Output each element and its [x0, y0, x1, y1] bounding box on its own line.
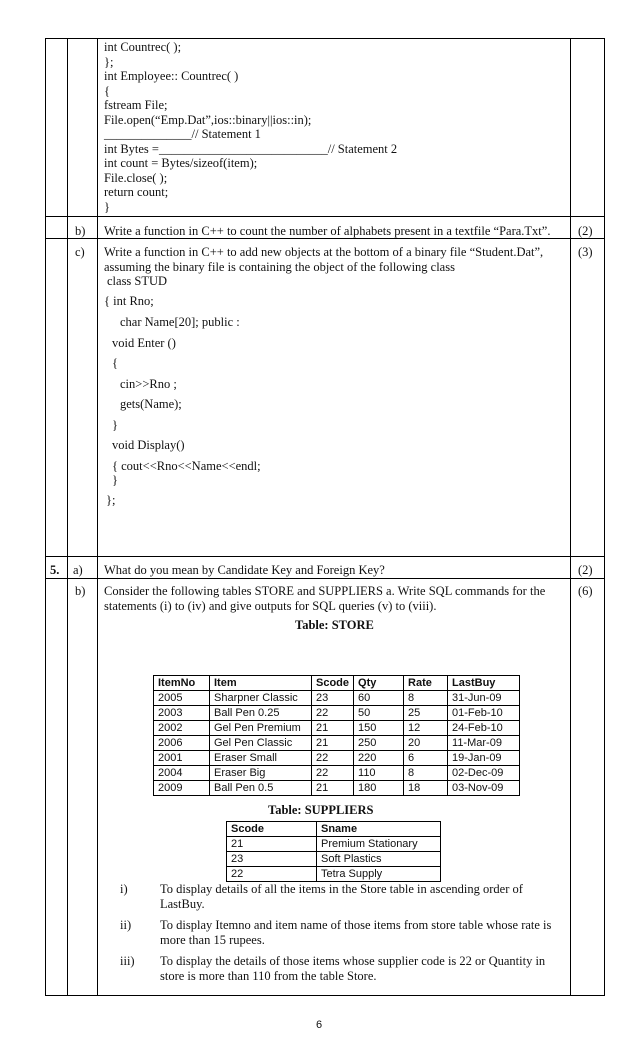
grid-line	[604, 38, 605, 996]
table-cell: 110	[354, 766, 404, 781]
table-cell: 2001	[154, 751, 210, 766]
row-c-marks: (3)	[578, 245, 593, 259]
code-line: gets(Name);	[120, 397, 182, 411]
code-line: }	[112, 473, 118, 487]
column-header: Rate	[404, 676, 448, 691]
table-cell: Premium Stationary	[317, 837, 441, 852]
table-cell: Eraser Big	[210, 766, 312, 781]
table-cell: Ball Pen 0.25	[210, 706, 312, 721]
table-cell: 250	[354, 736, 404, 751]
grid-line	[45, 995, 605, 996]
table-row	[154, 751, 520, 766]
table-cell: 60	[354, 691, 404, 706]
table-cell: 31-Jun-09	[448, 691, 520, 706]
code-line: { int Rno;	[104, 294, 154, 308]
column-header: Scode	[227, 822, 317, 837]
table-cell: 6	[404, 751, 448, 766]
question-number: iii)	[120, 954, 135, 968]
column-header: ItemNo	[154, 676, 210, 691]
table-cell: 21	[312, 781, 354, 796]
question-text-line2: LastBuy.	[160, 897, 205, 911]
table-cell: 25	[404, 706, 448, 721]
table-cell: 50	[354, 706, 404, 721]
table-cell: 24-Feb-10	[448, 721, 520, 736]
table-row	[154, 781, 520, 796]
grid-line	[45, 578, 605, 579]
code-line: File.open(“Emp.Dat”,ios::binary||ios::in);	[104, 112, 312, 127]
table-cell: 2002	[154, 721, 210, 736]
table-cell: 19-Jan-09	[448, 751, 520, 766]
column-header: Qty	[354, 676, 404, 691]
code-line: fstream File;	[104, 98, 168, 112]
question-number: i)	[120, 882, 128, 896]
suppliers-table	[226, 821, 441, 882]
page-number: 6	[315, 1019, 323, 1031]
row-c-text-line1: Write a function in C++ to add new objects at the bottom of a binary file “Student.Dat”,	[104, 245, 544, 259]
question-text-line2: store is more than 110 from the table Store.	[160, 969, 377, 983]
q5b-marks: (6)	[578, 584, 593, 598]
suppliers-table-caption: Table: SUPPLIERS	[268, 803, 374, 817]
code-line: return count;	[104, 185, 169, 199]
table-cell: 21	[312, 721, 354, 736]
table-cell: 2006	[154, 736, 210, 751]
grid-line	[97, 38, 98, 996]
code-line: void Enter ()	[112, 336, 176, 350]
table-row	[227, 867, 441, 882]
table-row	[154, 721, 520, 736]
q5a-text: What do you mean by Candidate Key and Foreign Key?	[104, 563, 385, 577]
table-cell: 21	[227, 837, 317, 852]
code-line: class STUD	[107, 274, 168, 288]
table-cell: Gel Pen Classic	[210, 736, 312, 751]
table-cell: 8	[404, 691, 448, 706]
code-line: char Name[20]; public :	[120, 315, 240, 329]
code-line: ______________// Statement 1	[104, 127, 261, 141]
grid-line	[45, 38, 46, 996]
table-row	[154, 706, 520, 721]
grid-line	[570, 38, 571, 996]
table-cell: 20	[404, 736, 448, 751]
table-row	[154, 766, 520, 781]
table-cell: 2009	[154, 781, 210, 796]
table-cell: 23	[227, 852, 317, 867]
table-cell: 2004	[154, 766, 210, 781]
q5-number: 5.	[50, 563, 60, 577]
table-cell: 11-Mar-09	[448, 736, 520, 751]
code-line: int count = Bytes/sizeof(item);	[104, 156, 258, 170]
code-line: int Bytes =___________________________// Statement 2	[104, 141, 398, 156]
table-cell: 22	[312, 706, 354, 721]
table-row	[154, 691, 520, 706]
code-line: int Employee:: Countrec( )	[104, 69, 239, 83]
code-block-1	[104, 40, 397, 214]
code-line: {	[112, 356, 118, 370]
column-header: Scode	[312, 676, 354, 691]
table-cell: 01-Feb-10	[448, 706, 520, 721]
code-line: void Display()	[112, 438, 185, 452]
table-row	[227, 837, 441, 852]
table-header-row	[227, 822, 441, 837]
table-cell: 8	[404, 766, 448, 781]
grid-line	[45, 38, 605, 39]
code-line: { cout<<Rno<<Name<<endl;	[112, 459, 261, 473]
q5a-label: a)	[73, 563, 83, 577]
question-number: ii)	[120, 918, 132, 932]
table-cell: 03-Nov-09	[448, 781, 520, 796]
table-cell: 180	[354, 781, 404, 796]
code-line: };	[106, 493, 116, 507]
code-line: cin>>Rno ;	[120, 377, 177, 391]
table-cell: 23	[312, 691, 354, 706]
store-table-caption: Table: STORE	[295, 618, 374, 632]
row-c-text-line2: assuming the binary file is containing the object of the following class	[104, 260, 455, 274]
question-text-line1: To display details of all the items in the Store table in ascending order of	[160, 882, 523, 896]
table-cell: Soft Plastics	[317, 852, 441, 867]
code-line: File.close( );	[104, 170, 168, 185]
table-header-row	[154, 676, 520, 691]
column-header: Sname	[317, 822, 441, 837]
row-c-label: c)	[75, 245, 85, 259]
table-cell: Sharpner Classic	[210, 691, 312, 706]
code-line: int Countrec( );	[104, 40, 182, 54]
table-cell: 22	[227, 867, 317, 882]
column-header: Item	[210, 676, 312, 691]
table-cell: Tetra Supply	[317, 867, 441, 882]
row-b-text: Write a function in C++ to count the number of alphabets present in a textfile “Para.Txt”.	[104, 224, 551, 238]
table-cell: 22	[312, 766, 354, 781]
table-cell: Eraser Small	[210, 751, 312, 766]
store-table	[153, 675, 520, 796]
table-cell: 2003	[154, 706, 210, 721]
grid-line	[45, 216, 605, 217]
q5b-text-line1: Consider the following tables STORE and SUPPLIERS a. Write SQL commands for the	[104, 584, 546, 598]
column-header: LastBuy	[448, 676, 520, 691]
table-cell: 220	[354, 751, 404, 766]
code-line: };	[104, 54, 114, 69]
table-cell: Gel Pen Premium	[210, 721, 312, 736]
question-text-line1: To display the details of those items whose supplier code is 22 or Quantity in	[160, 954, 546, 968]
table-cell: 22	[312, 751, 354, 766]
grid-line	[67, 38, 68, 996]
table-row	[154, 736, 520, 751]
row-b-label: b)	[75, 224, 86, 238]
code-line: }	[104, 199, 110, 214]
table-cell: 02-Dec-09	[448, 766, 520, 781]
table-cell: 2005	[154, 691, 210, 706]
question-text-line1: To display Itemno and item name of those items from store table whose rate is	[160, 918, 552, 932]
table-cell: 150	[354, 721, 404, 736]
q5a-marks: (2)	[578, 563, 593, 577]
question-text-line2: more than 15 rupees.	[160, 933, 265, 947]
q5b-label: b)	[75, 584, 86, 598]
table-cell: 18	[404, 781, 448, 796]
row-b-marks: (2)	[578, 224, 593, 238]
q5b-text-line2: statements (i) to (iv) and give outputs for SQL queries (v) to (viii).	[104, 599, 437, 613]
table-cell: 21	[312, 736, 354, 751]
code-line: {	[104, 83, 110, 98]
code-line: }	[112, 418, 118, 432]
table-cell: Ball Pen 0.5	[210, 781, 312, 796]
table-row	[227, 852, 441, 867]
grid-line	[45, 556, 605, 557]
table-cell: 12	[404, 721, 448, 736]
